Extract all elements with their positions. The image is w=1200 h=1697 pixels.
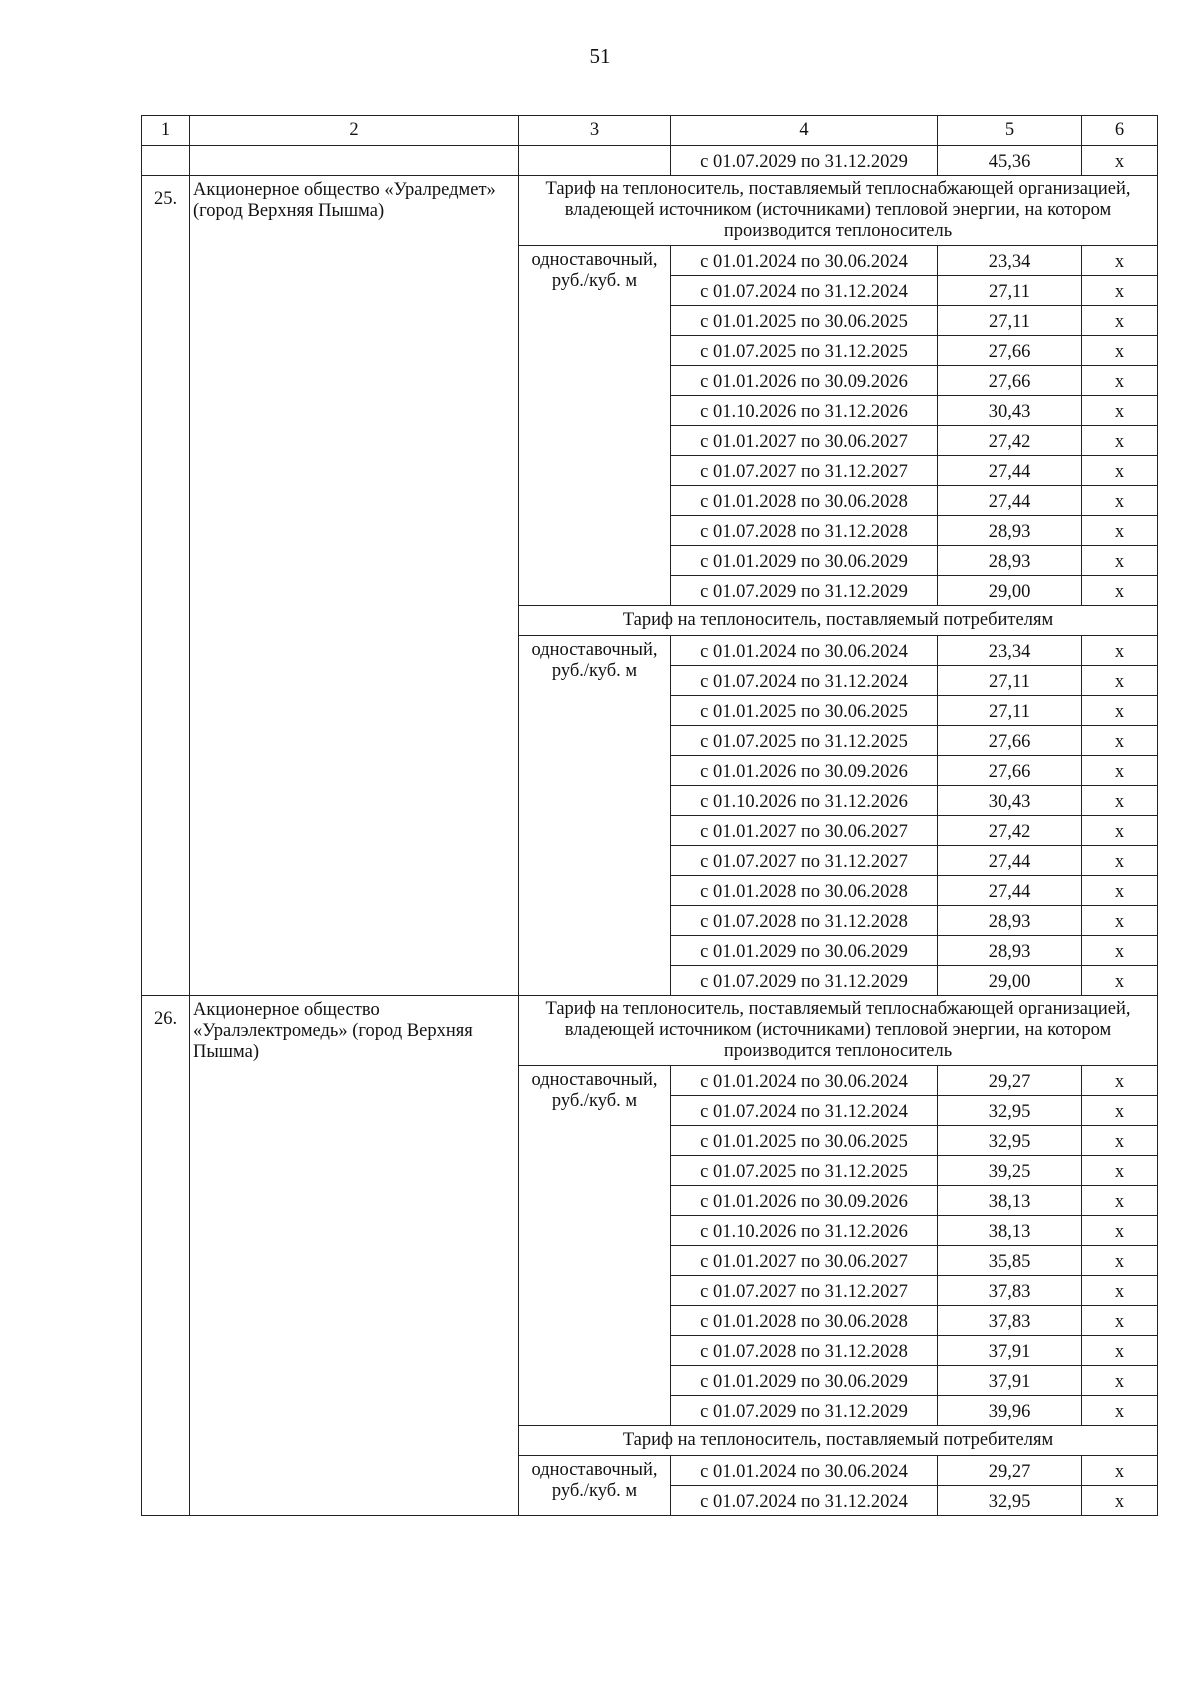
column-number-2: 2 [190,116,519,146]
empty-cell [142,146,190,176]
tariff-value-cell: 27,44 [938,486,1082,516]
section-title-row [142,996,1158,1066]
row-number-cell: 26. [142,996,190,1516]
period-cell: с 01.01.2029 по 30.06.2029 [671,936,938,966]
tariff-value-cell: 27,11 [938,276,1082,306]
period-cell: с 01.07.2025 по 31.12.2025 [671,336,938,366]
tariff-value-cell: 27,66 [938,366,1082,396]
tariff-value-cell: 27,66 [938,756,1082,786]
tariff-value-cell: 38,13 [938,1216,1082,1246]
period-cell: с 01.01.2026 по 30.09.2026 [671,756,938,786]
tariff-value-cell: 27,42 [938,816,1082,846]
organization-name-cell: Акционерное общество «Уралэлектромедь» (город Верхняя Пышма) [190,996,519,1516]
period-cell: с 01.07.2028 по 31.12.2028 [671,1336,938,1366]
mark-cell: x [1082,366,1158,396]
period-cell: с 01.07.2025 по 31.12.2025 [671,1156,938,1186]
period-cell: с 01.01.2028 по 30.06.2028 [671,486,938,516]
tariff-value-cell: 27,66 [938,336,1082,366]
section-title-cell: Тариф на теплоноситель, поставляемый потребителям [519,1426,1158,1456]
period-cell: с 01.07.2029 по 31.12.2029 [671,146,938,176]
period-cell: с 01.07.2027 по 31.12.2027 [671,846,938,876]
mark-cell: x [1082,1456,1158,1486]
section-title-row [142,176,1158,246]
period-cell: с 01.01.2025 по 30.06.2025 [671,696,938,726]
mark-cell: x [1082,426,1158,456]
mark-cell: x [1082,456,1158,486]
period-cell: с 01.07.2028 по 31.12.2028 [671,906,938,936]
column-number-4: 4 [671,116,938,146]
mark-cell: x [1082,1186,1158,1216]
empty-cell [519,146,671,176]
period-cell: с 01.10.2026 по 31.12.2026 [671,396,938,426]
tariff-value-cell: 30,43 [938,396,1082,426]
mark-cell: x [1082,1126,1158,1156]
tariff-kind-cell: одноставочный, руб./куб. м [519,636,671,996]
mark-cell: x [1082,1306,1158,1336]
tariff-kind-cell: одноставочный, руб./куб. м [519,246,671,606]
tariff-value-cell: 32,95 [938,1486,1082,1516]
tariff-value-cell: 29,27 [938,1066,1082,1096]
mark-cell: x [1082,726,1158,756]
mark-cell: x [1082,756,1158,786]
period-cell: с 01.01.2024 по 30.06.2024 [671,1456,938,1486]
period-cell: с 01.01.2024 по 30.06.2024 [671,636,938,666]
row-number-cell: 25. [142,176,190,996]
period-cell: с 01.07.2029 по 31.12.2029 [671,576,938,606]
column-number-row [142,116,1158,146]
mark-cell: x [1082,1096,1158,1126]
mark-cell: x [1082,666,1158,696]
mark-cell: x [1082,876,1158,906]
period-cell: с 01.01.2025 по 30.06.2025 [671,1126,938,1156]
mark-cell: x [1082,516,1158,546]
period-cell: с 01.07.2024 по 31.12.2024 [671,1486,938,1516]
tariff-value-cell: 29,00 [938,576,1082,606]
mark-cell: x [1082,696,1158,726]
period-cell: с 01.01.2027 по 30.06.2027 [671,816,938,846]
period-cell: с 01.01.2026 по 30.09.2026 [671,1186,938,1216]
mark-cell: x [1082,966,1158,996]
column-number-1: 1 [142,116,190,146]
tariff-value-cell: 23,34 [938,636,1082,666]
tariff-value-cell: 27,11 [938,306,1082,336]
period-cell: с 01.07.2027 по 31.12.2027 [671,1276,938,1306]
period-cell: с 01.07.2029 по 31.12.2029 [671,966,938,996]
mark-cell: x [1082,306,1158,336]
period-cell: с 01.07.2025 по 31.12.2025 [671,726,938,756]
tariff-value-cell: 45,36 [938,146,1082,176]
mark-cell: x [1082,546,1158,576]
carry-over-row [142,146,1158,176]
tariff-kind-cell: одноставочный, руб./куб. м [519,1456,671,1516]
period-cell: с 01.07.2029 по 31.12.2029 [671,1396,938,1426]
mark-cell: x [1082,1156,1158,1186]
period-cell: с 01.01.2027 по 30.06.2027 [671,426,938,456]
period-cell: с 01.07.2028 по 31.12.2028 [671,516,938,546]
tariff-value-cell: 35,85 [938,1246,1082,1276]
page-number: 51 [589,44,611,68]
period-cell: с 01.01.2029 по 30.06.2029 [671,546,938,576]
mark-cell: x [1082,1336,1158,1366]
tariff-value-cell: 28,93 [938,936,1082,966]
mark-cell: x [1082,786,1158,816]
tariff-value-cell: 29,00 [938,966,1082,996]
mark-cell: x [1082,486,1158,516]
tariff-value-cell: 38,13 [938,1186,1082,1216]
tariff-value-cell: 27,42 [938,426,1082,456]
column-number-5: 5 [938,116,1082,146]
mark-cell: x [1082,396,1158,426]
mark-cell: x [1082,816,1158,846]
period-cell: с 01.07.2024 по 31.12.2024 [671,276,938,306]
mark-cell: x [1082,576,1158,606]
tariff-value-cell: 32,95 [938,1096,1082,1126]
period-cell: с 01.07.2024 по 31.12.2024 [671,1096,938,1126]
period-cell: с 01.07.2024 по 31.12.2024 [671,666,938,696]
mark-cell: x [1082,906,1158,936]
period-cell: с 01.07.2027 по 31.12.2027 [671,456,938,486]
mark-cell: x [1082,246,1158,276]
tariff-value-cell: 37,91 [938,1366,1082,1396]
mark-cell: x [1082,936,1158,966]
tariff-value-cell: 39,96 [938,1396,1082,1426]
column-number-6: 6 [1082,116,1158,146]
empty-cell [190,146,519,176]
mark-cell: x [1082,1276,1158,1306]
mark-cell: x [1082,1216,1158,1246]
section-title-cell: Тариф на теплоноситель, поставляемый потребителям [519,606,1158,636]
section-title-cell: Тариф на теплоноситель, поставляемый теплоснабжающей организацией, владеющей источником (источниками) тепловой энергии, на котором производится теплоноситель [519,176,1158,246]
mark-cell: x [1082,1396,1158,1426]
mark-cell: x [1082,846,1158,876]
tariff-kind-cell: одноставочный, руб./куб. м [519,1066,671,1426]
period-cell: с 01.01.2029 по 30.06.2029 [671,1366,938,1396]
tariff-value-cell: 39,25 [938,1156,1082,1186]
tariff-value-cell: 28,93 [938,906,1082,936]
tariff-value-cell: 37,91 [938,1336,1082,1366]
period-cell: с 01.10.2026 по 31.12.2026 [671,786,938,816]
mark-cell: x [1082,336,1158,366]
tariff-value-cell: 37,83 [938,1306,1082,1336]
period-cell: с 01.01.2028 по 30.06.2028 [671,1306,938,1336]
tariff-value-cell: 27,44 [938,456,1082,486]
mark-cell: x [1082,1366,1158,1396]
mark-cell: x [1082,146,1158,176]
organization-name-cell: Акционерное общество «Уралредмет» (город Верхняя Пышма) [190,176,519,996]
tariff-value-cell: 37,83 [938,1276,1082,1306]
tariff-value-cell: 27,11 [938,666,1082,696]
tariff-value-cell: 28,93 [938,546,1082,576]
tariff-value-cell: 28,93 [938,516,1082,546]
mark-cell: x [1082,276,1158,306]
tariff-value-cell: 30,43 [938,786,1082,816]
period-cell: с 01.01.2025 по 30.06.2025 [671,306,938,336]
tariff-value-cell: 32,95 [938,1126,1082,1156]
period-cell: с 01.01.2026 по 30.09.2026 [671,366,938,396]
period-cell: с 01.01.2028 по 30.06.2028 [671,876,938,906]
mark-cell: x [1082,636,1158,666]
mark-cell: x [1082,1066,1158,1096]
tariff-value-cell: 27,44 [938,876,1082,906]
period-cell: с 01.01.2024 по 30.06.2024 [671,246,938,276]
period-cell: с 01.01.2024 по 30.06.2024 [671,1066,938,1096]
mark-cell: x [1082,1486,1158,1516]
mark-cell: x [1082,1246,1158,1276]
tariff-value-cell: 27,44 [938,846,1082,876]
tariff-table-body [142,116,1158,1516]
tariff-value-cell: 29,27 [938,1456,1082,1486]
column-number-3: 3 [519,116,671,146]
tariff-value-cell: 27,66 [938,726,1082,756]
tariff-value-cell: 27,11 [938,696,1082,726]
tariff-table [141,115,1158,1516]
section-title-cell: Тариф на теплоноситель, поставляемый теплоснабжающей организацией, владеющей источником (источниками) тепловой энергии, на котором производится теплоноситель [519,996,1158,1066]
tariff-value-cell: 23,34 [938,246,1082,276]
period-cell: с 01.10.2026 по 31.12.2026 [671,1216,938,1246]
period-cell: с 01.01.2027 по 30.06.2027 [671,1246,938,1276]
